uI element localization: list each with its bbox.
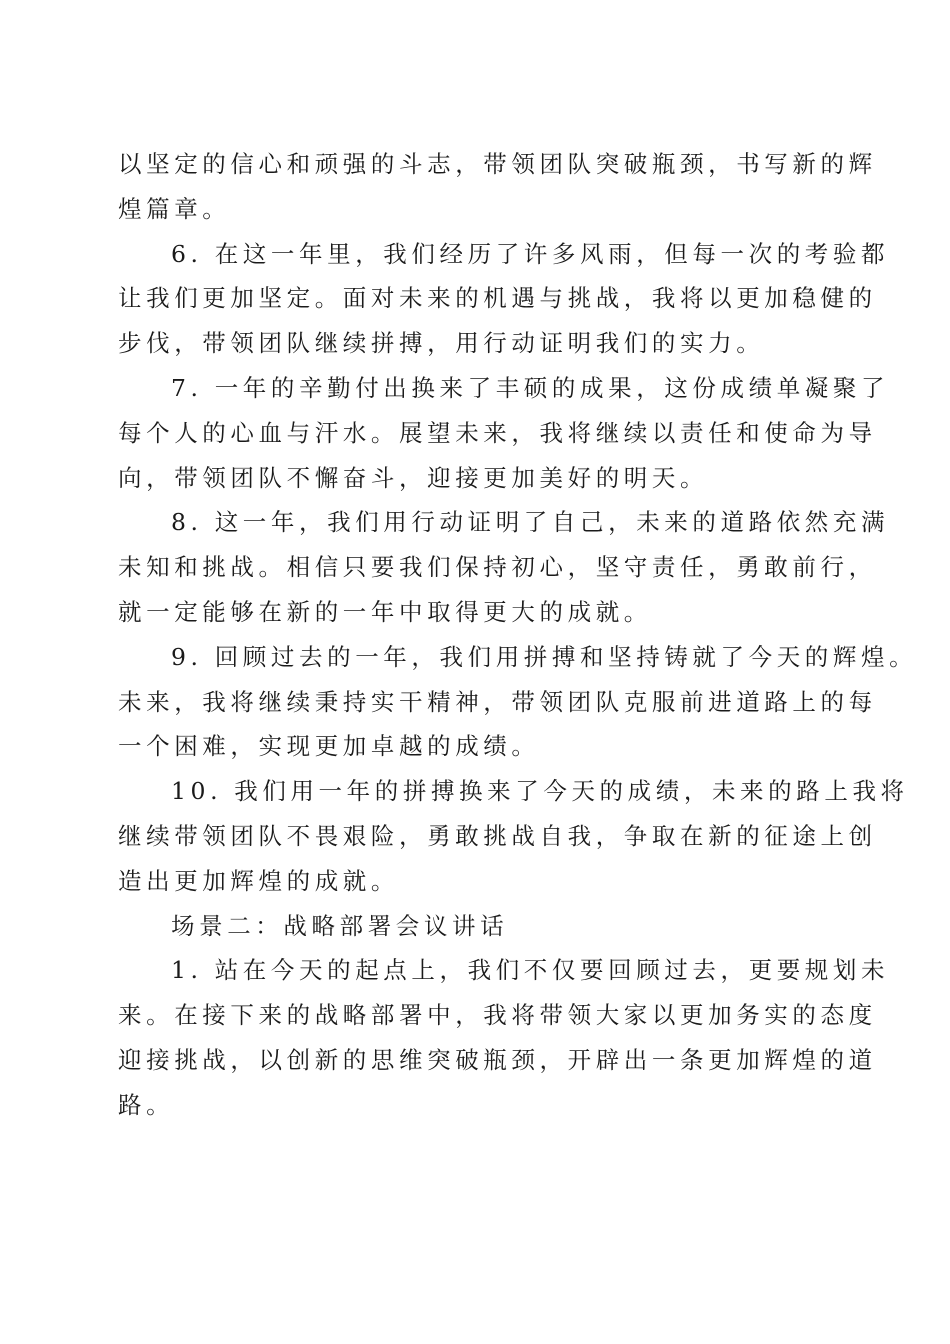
paragraph-10-start: 10. 我们用一年的拼搏换来了今天的成绩，未来的路上我将 [171,777,909,806]
section-heading: 场景二：战略部署会议讲话 [171,911,509,940]
text-line: 煌篇章。 [118,194,231,223]
paragraph-8-start: 8. 这一年，我们用行动证明了自己，未来的道路依然充满 [171,508,890,537]
text-line: 来。在接下来的战略部署中，我将带领大家以更加务实的态度 [118,1001,877,1030]
paragraph-7-start: 7. 一年的辛勤付出换来了丰硕的成果，这份成绩单凝聚了 [171,373,890,402]
text-line: 继续带领团队不畏艰险，勇敢挑战自我，争取在新的征途上创 [118,821,877,850]
text-line: 路。 [118,1090,175,1119]
text-line: 就一定能够在新的一年中取得更大的成就。 [118,597,652,626]
paragraph-9-start: 9. 回顾过去的一年，我们用拼搏和坚持铸就了今天的辉煌。 [171,642,918,671]
text-line: 以坚定的信心和顽强的斗志，带领团队突破瓶颈，书写新的辉 [118,150,877,178]
text-line: 每个人的心血与汗水。展望未来，我将继续以责任和使命为导 [118,418,877,447]
text-line: 未来，我将继续秉持实干精神，带领团队克服前进道路上的每 [118,687,877,716]
text-line: 一个困难，实现更加卓越的成绩。 [118,732,540,761]
text-line: 步伐，带领团队继续拼搏，用行动证明我们的实力。 [118,329,765,358]
paragraph-6-start: 6. 在这一年里，我们经历了许多风雨，但每一次的考验都 [171,239,890,268]
paragraph-1-start: 1. 站在今天的起点上，我们不仅要回顾过去，更要规划未 [171,956,890,985]
text-line: 造出更加辉煌的成就。 [118,866,399,895]
document-body [118,142,918,1128]
text-line: 向，带领团队不懈奋斗，迎接更加美好的明天。 [118,463,709,492]
text-line: 未知和挑战。相信只要我们保持初心，坚守责任，勇敢前行， [118,553,877,582]
text-line: 迎接挑战，以创新的思维突破瓶颈，开辟出一条更加辉煌的道 [118,1045,877,1074]
text-line: 让我们更加坚定。面对未来的机遇与挑战，我将以更加稳健的 [118,284,877,313]
